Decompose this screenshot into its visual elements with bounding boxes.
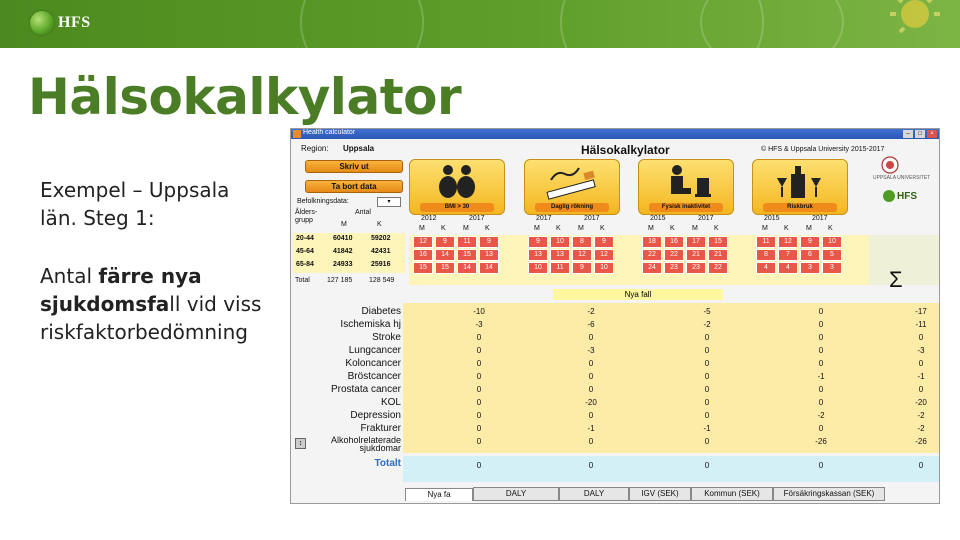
disease-value: 0 (476, 359, 482, 368)
risk-value-cell[interactable]: 10 (822, 236, 842, 248)
disease-value: 0 (704, 385, 710, 394)
disease-value: 0 (588, 385, 594, 394)
disease-value: 0 (818, 346, 824, 355)
disease-value: -26 (915, 437, 927, 446)
age-group: 65-84 (296, 261, 314, 268)
population-label: Befolkningsdata: (297, 198, 349, 205)
p2-part-c: ll vid viss riskfaktorbedömning (40, 292, 262, 344)
risk-tile-caption: Riskbruk (763, 203, 837, 212)
risk-value-cell[interactable]: 12 (778, 236, 798, 248)
m-header: M (341, 221, 347, 228)
disease-value: -2 (817, 411, 825, 420)
disease-value: 0 (704, 333, 710, 342)
disease-value: 0 (704, 372, 710, 381)
age-header: Ålders-grupp (295, 209, 318, 224)
disease-value: -6 (587, 320, 595, 329)
disease-value: 0 (704, 359, 710, 368)
app-heading: Hälsokalkylator (581, 143, 670, 157)
total-m: 127 185 (327, 277, 353, 284)
disease-label: Prostata cancer (330, 384, 401, 395)
sex-header: M (534, 225, 540, 232)
disease-value: -1 (817, 372, 825, 381)
slide-title: Hälsokalkylator (28, 68, 462, 126)
disease-value: 0 (818, 307, 824, 316)
disease-value: 0 (588, 359, 594, 368)
risk-value-cell[interactable]: 9 (594, 236, 614, 248)
sex-header: K (670, 225, 675, 232)
sex-header: M (578, 225, 584, 232)
disease-value: -1 (703, 424, 711, 433)
app-icon (293, 130, 301, 138)
minimize-icon[interactable]: – (903, 130, 913, 138)
risk-value-cell[interactable]: 11 (550, 262, 570, 274)
university-text: UPPSALA UNIVERSITET (873, 175, 931, 181)
total-k: 128 549 (369, 277, 395, 284)
disease-value: 0 (476, 424, 482, 433)
count-k[interactable]: 42431 (371, 248, 391, 255)
risk-value-cell[interactable]: 9 (800, 236, 820, 248)
risk-tile-caption: BMI > 30 (420, 203, 494, 212)
disease-value: 0 (588, 411, 594, 420)
risk-value-cell[interactable]: 22 (642, 249, 662, 261)
risk-value-cell[interactable]: 5 (822, 249, 842, 261)
total-value: 0 (588, 461, 594, 470)
disease-value: -3 (475, 320, 483, 329)
tab-2[interactable]: DALY (559, 487, 629, 501)
decorative-ring (300, 0, 424, 48)
risk-value-cell[interactable]: 17 (686, 236, 706, 248)
cigarette-icon (525, 160, 619, 204)
disease-value: 0 (476, 346, 482, 355)
disease-value: 0 (476, 398, 482, 407)
risk-value-cell[interactable]: 11 (457, 236, 477, 248)
risk-value-cell[interactable]: 16 (413, 249, 433, 261)
risk-value-cell[interactable]: 8 (572, 236, 592, 248)
risk-value-cell[interactable]: 23 (686, 262, 706, 274)
disease-value: 0 (476, 411, 482, 420)
region-value[interactable]: Uppsala (343, 144, 375, 153)
disease-value: -1 (587, 424, 595, 433)
risk-tile-caption: Daglig rökning (535, 203, 609, 212)
risk-value-cell[interactable]: 14 (435, 249, 455, 261)
sex-header: M (648, 225, 654, 232)
risk-value-cell[interactable]: 14 (457, 262, 477, 274)
disease-value: -20 (915, 398, 927, 407)
year-from: 2015 (650, 215, 666, 222)
risk-value-cell[interactable]: 21 (686, 249, 706, 261)
close-icon[interactable]: × (927, 130, 937, 138)
sex-header: K (600, 225, 605, 232)
obesity-icon (410, 160, 504, 204)
total-value: 0 (918, 461, 924, 470)
sex-header: M (419, 225, 425, 232)
disease-value: -11 (915, 320, 927, 329)
total-value: 0 (476, 461, 482, 470)
count-m[interactable]: 60410 (333, 235, 353, 242)
disease-label: Lungcancer (348, 345, 401, 356)
region-label: Region: (301, 144, 329, 153)
risk-value-cell[interactable]: 22 (708, 262, 728, 274)
risk-value-cell[interactable]: 24 (642, 262, 662, 274)
disease-value: 0 (918, 333, 924, 342)
disease-value: -17 (915, 307, 927, 316)
count-m[interactable]: 24933 (333, 261, 353, 268)
risk-value-cell[interactable]: 12 (594, 249, 614, 261)
disease-label: Diabetes (361, 306, 401, 317)
total-label: Total (295, 277, 310, 284)
header-band (0, 0, 960, 48)
risk-value-cell[interactable]: 9 (435, 236, 455, 248)
total-value: 0 (704, 461, 710, 470)
disease-value: -2 (917, 424, 925, 433)
risk-tile[interactable] (524, 159, 620, 215)
tab-5[interactable]: Försäkringskassan (SEK) (773, 487, 885, 501)
count-m[interactable]: 41842 (333, 248, 353, 255)
risk-value-cell[interactable]: 12 (413, 236, 433, 248)
disease-label: Koloncancer (345, 358, 401, 369)
copyright: © HFS & Uppsala University 2015-2017 (761, 146, 885, 153)
age-group: 20-44 (296, 235, 314, 242)
hfs-small-logo-icon (883, 190, 895, 202)
disease-value: -2 (587, 307, 595, 316)
disease-label: Alkoholrelaterade sjukdomar (330, 435, 401, 453)
risk-value-cell[interactable]: 15 (435, 262, 455, 274)
year-from: 2017 (536, 215, 552, 222)
section-label: Nya fall (553, 289, 723, 300)
count-k[interactable]: 25916 (371, 261, 391, 268)
sex-header: K (556, 225, 561, 232)
disease-value: -20 (585, 398, 597, 407)
year-from: 2015 (764, 215, 780, 222)
disease-value: 0 (476, 385, 482, 394)
count-k[interactable]: 59202 (371, 235, 391, 242)
risk-value-cell[interactable]: 9 (572, 262, 592, 274)
total-row-label: Totalt (374, 458, 401, 469)
disease-value: -10 (473, 307, 485, 316)
disease-value: 0 (588, 333, 594, 342)
risk-value-cell[interactable]: 9 (528, 236, 548, 248)
disease-value: 0 (704, 411, 710, 420)
sex-header: M (806, 225, 812, 232)
risk-value-cell[interactable]: 9 (479, 236, 499, 248)
sex-header: K (441, 225, 446, 232)
alcohol-icon (753, 160, 847, 204)
risk-value-cell[interactable]: 15 (708, 236, 728, 248)
risk-tile-caption: Fysisk inaktivitet (649, 203, 723, 212)
year-to: 2017 (584, 215, 600, 222)
disease-label: Depression (350, 410, 401, 421)
risk-value-cell[interactable]: 15 (457, 249, 477, 261)
disease-value: -2 (703, 320, 711, 329)
disease-value: 0 (818, 398, 824, 407)
risk-value-cell[interactable]: 13 (528, 249, 548, 261)
print-button[interactable]: Skriv ut (305, 160, 403, 173)
risk-value-cell[interactable]: 21 (708, 249, 728, 261)
risk-value-cell[interactable]: 8 (756, 249, 776, 261)
disease-value: 0 (476, 437, 482, 446)
risk-value-cell[interactable]: 6 (800, 249, 820, 261)
risk-value-cell[interactable]: 10 (528, 262, 548, 274)
population-select[interactable]: ▾ (377, 197, 401, 207)
disease-value: -1 (917, 372, 925, 381)
sex-header: K (828, 225, 833, 232)
risk-value-cell[interactable]: 11 (756, 236, 776, 248)
sex-header: K (784, 225, 789, 232)
disease-label: Bröstcancer (347, 371, 401, 382)
risk-value-cell[interactable]: 3 (822, 262, 842, 274)
risk-value-cell[interactable]: 22 (664, 249, 684, 261)
risk-value-cell[interactable]: 15 (413, 262, 433, 274)
sex-header: M (762, 225, 768, 232)
disease-value: 0 (818, 359, 824, 368)
sex-header: M (692, 225, 698, 232)
age-group: 45-64 (296, 248, 314, 255)
k-header: K (377, 221, 382, 228)
disease-value: 0 (704, 437, 710, 446)
hfs-small-text: HFS (897, 191, 917, 202)
sigma-symbol: Σ (889, 267, 903, 292)
risk-tile[interactable] (752, 159, 848, 215)
disease-value: 0 (818, 320, 824, 329)
risk-tile[interactable] (409, 159, 505, 215)
risk-value-cell[interactable]: 3 (800, 262, 820, 274)
risk-tile[interactable] (638, 159, 734, 215)
risk-value-cell[interactable]: 10 (594, 262, 614, 274)
risk-value-cell[interactable]: 16 (664, 236, 684, 248)
risk-value-cell[interactable]: 13 (550, 249, 570, 261)
count-header: Antal (355, 209, 371, 216)
tab-4[interactable]: Kommun (SEK) (691, 487, 773, 501)
sigma-bg (869, 235, 939, 285)
risk-value-cell[interactable]: 4 (778, 262, 798, 274)
sun-icon (860, 0, 950, 48)
disease-value: -2 (917, 411, 925, 420)
total-value: 0 (818, 461, 824, 470)
university-seal-icon (881, 156, 899, 174)
logo-text: HFS (58, 14, 91, 31)
sex-header: M (463, 225, 469, 232)
disease-value: 0 (818, 333, 824, 342)
maximize-icon[interactable]: □ (915, 130, 925, 138)
tab-3[interactable]: IGV (SEK) (629, 487, 691, 501)
tab-1[interactable]: DALY (473, 487, 559, 501)
year-to: 2017 (812, 215, 828, 222)
hfs-logo (30, 11, 91, 35)
risk-value-cell[interactable]: 10 (550, 236, 570, 248)
disease-value: 0 (476, 372, 482, 381)
decorative-ring (700, 0, 844, 48)
disease-value: -26 (815, 437, 827, 446)
risk-value-cell[interactable]: 7 (778, 249, 798, 261)
disease-value: -3 (917, 346, 925, 355)
window-titlebar (291, 129, 939, 139)
risk-value-cell[interactable]: 23 (664, 262, 684, 274)
risk-value-cell[interactable]: 12 (572, 249, 592, 261)
risk-value-cell[interactable]: 13 (479, 249, 499, 261)
disease-label: KOL (380, 397, 401, 408)
disease-value: -3 (587, 346, 595, 355)
disease-label: Frakturer (360, 423, 401, 434)
disease-value: 0 (704, 346, 710, 355)
body-paragraph-1: Exempel – Uppsala län. Steg 1: (40, 178, 230, 230)
logo-ball-icon (30, 11, 54, 35)
year-from: 2012 (421, 215, 437, 222)
p2-part-bold: färre nya sjukdomsfa (40, 264, 202, 316)
inactivity-icon (639, 160, 733, 204)
year-to: 2017 (469, 215, 485, 222)
risk-value-cell[interactable]: 18 (642, 236, 662, 248)
disease-value: 0 (918, 385, 924, 394)
disease-label: Ischemiska hj (340, 319, 401, 330)
expand-icon[interactable]: ↕ (295, 438, 306, 449)
risk-value-cell[interactable]: 4 (756, 262, 776, 274)
window-title: Health calculator (303, 129, 356, 136)
sex-header: K (485, 225, 490, 232)
disease-value: 0 (818, 424, 824, 433)
remove-data-button[interactable]: Ta bort data (305, 180, 403, 193)
disease-value: 0 (476, 333, 482, 342)
disease-value: 0 (588, 437, 594, 446)
disease-value: 0 (704, 398, 710, 407)
body-paragraph-2 (40, 262, 270, 346)
app-window (290, 128, 940, 504)
year-to: 2017 (698, 215, 714, 222)
disease-value: 0 (918, 359, 924, 368)
sex-header: K (714, 225, 719, 232)
disease-value: 0 (818, 385, 824, 394)
p2-part-a: Antal (40, 264, 99, 288)
tab-0[interactable]: Nya fa (405, 488, 473, 501)
disease-label: Stroke (372, 332, 401, 343)
disease-value: -5 (703, 307, 711, 316)
disease-value: 0 (588, 372, 594, 381)
risk-value-cell[interactable]: 14 (479, 262, 499, 274)
